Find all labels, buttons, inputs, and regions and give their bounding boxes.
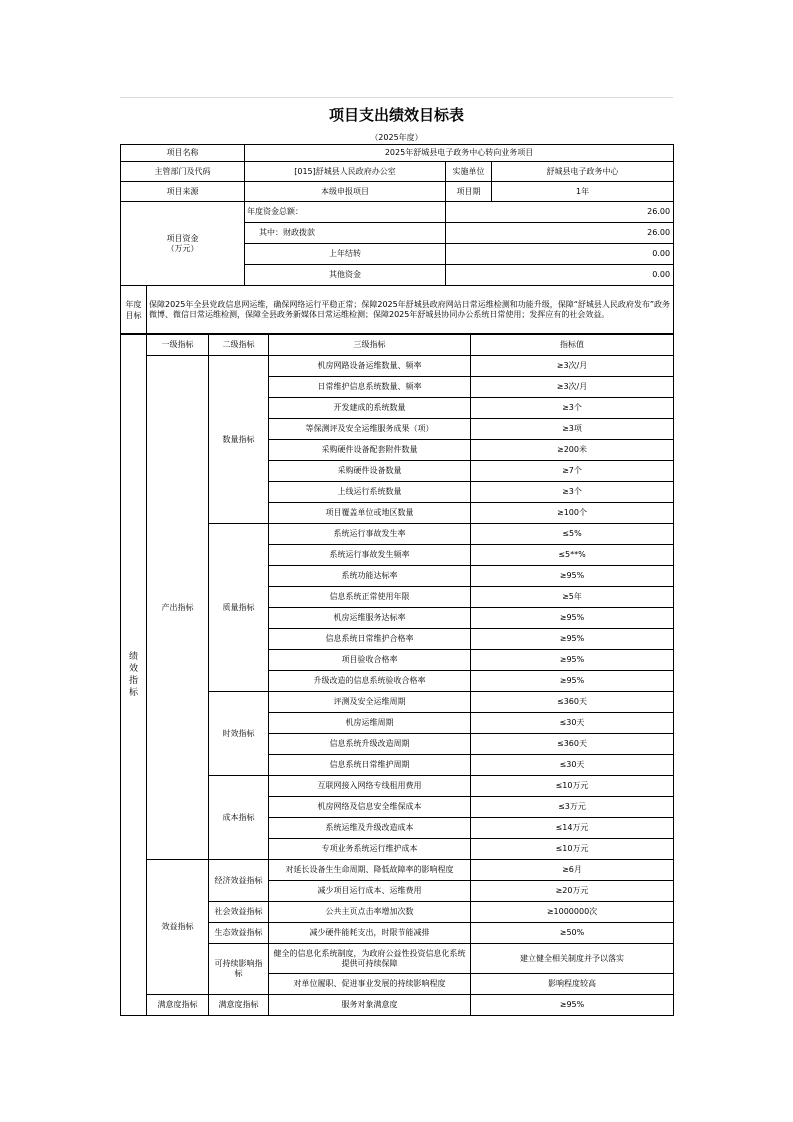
funds-total-label: 年度资金总额： <box>245 202 446 223</box>
indicator-name: 评测及安全运维周期 <box>269 692 471 713</box>
indicator-name: 信息系统日常维护周期 <box>269 755 471 776</box>
indicator-value: ≥95% <box>471 995 674 1016</box>
indicator-value: ≤14万元 <box>471 818 674 839</box>
impl-label: 实施单位 <box>446 162 492 182</box>
header-value: 指标值 <box>471 335 674 356</box>
indicator-value: ≥95% <box>471 671 674 692</box>
level2-quantity-label: 数量指标 <box>209 356 269 524</box>
indicator-value: ≤10万元 <box>471 776 674 797</box>
level1-benefit-label: 效益指标 <box>147 860 209 995</box>
annual-goal-label: 年度 目标 <box>121 286 147 334</box>
source-label: 项目来源 <box>121 182 245 202</box>
indicator-value: ≤30天 <box>471 755 674 776</box>
performance-target-sheet <box>120 97 673 1016</box>
level2-time-label: 时效指标 <box>209 692 269 776</box>
level2-economic-label: 经济效益指标 <box>209 860 269 902</box>
indicator-value: ≤360天 <box>471 692 674 713</box>
funds-total-value: 26.00 <box>446 202 674 223</box>
indicator-name: 互联网接入网络专线租用费用 <box>269 776 471 797</box>
project-info-table <box>120 144 674 334</box>
indicator-name: 机房运维周期 <box>269 713 471 734</box>
indicator-value: ≥95% <box>471 566 674 587</box>
project-name-value: 2025年舒城县电子政务中心转向业务项目 <box>245 145 674 162</box>
indicator-value: ≥1000000次 <box>471 902 674 923</box>
indicator-name: 升级改造的信息系统验收合格率 <box>269 671 471 692</box>
indicator-value: ≥20万元 <box>471 881 674 902</box>
indicator-row <box>121 995 674 1016</box>
indicator-value: ≥7个 <box>471 461 674 482</box>
indicator-name: 机房运维服务达标率 <box>269 608 471 629</box>
impl-value: 舒城县电子政务中心 <box>492 162 674 182</box>
period-value: 1年 <box>492 182 674 202</box>
indicator-name: 系统运维及升级改造成本 <box>269 818 471 839</box>
indicator-value: ≥3次/月 <box>471 377 674 398</box>
indicator-name: 健全的信息化系统制度，为政府公益性投资信息化系统提供可持续保障 <box>269 944 471 974</box>
indicator-name: 对延长设备生生命周期、降低故障率的影响程度 <box>269 860 471 881</box>
indicator-value: ≤5**% <box>471 545 674 566</box>
level1-output-label: 产出指标 <box>147 356 209 860</box>
indicator-value: ≥3项 <box>471 419 674 440</box>
level2-eco-label: 生态效益指标 <box>209 923 269 944</box>
year-label: （2025年度） <box>370 133 423 142</box>
indicator-value: ≤10万元 <box>471 839 674 860</box>
header-level3: 三级指标 <box>269 335 471 356</box>
funds-carryover-label: 上年结转 <box>245 244 446 265</box>
indicator-section-label: 绩 效 指 标 <box>121 335 147 1016</box>
indicator-name: 系统运行事故发生频率 <box>269 545 471 566</box>
indicator-value: ≥100个 <box>471 503 674 524</box>
indicator-row <box>121 860 674 881</box>
source-value: 本级申报项目 <box>245 182 446 202</box>
level2-social-label: 社会效益指标 <box>209 902 269 923</box>
indicator-value: ≥3个 <box>471 398 674 419</box>
indicator-value: ≥95% <box>471 650 674 671</box>
indicator-name: 机房网路设备运维数量、频率 <box>269 356 471 377</box>
indicator-name: 专项业务系统运行维护成本 <box>269 839 471 860</box>
indicator-value: ≥3个 <box>471 482 674 503</box>
indicator-name: 信息系统升级改造周期 <box>269 734 471 755</box>
level2-cost-label: 成本指标 <box>209 776 269 860</box>
page-title: 项目支出绩效目标表 <box>120 97 673 132</box>
indicator-value: ≥50% <box>471 923 674 944</box>
indicator-value: ≥95% <box>471 608 674 629</box>
indicator-name: 信息系统日常维护合格率 <box>269 629 471 650</box>
indicator-name: 上线运行系统数量 <box>269 482 471 503</box>
indicator-name: 采购硬件设备数量 <box>269 461 471 482</box>
funds-fiscal-value: 26.00 <box>446 223 674 244</box>
indicator-name: 减少硬件能耗支出，时限节能减排 <box>269 923 471 944</box>
indicator-value: ≤3万元 <box>471 797 674 818</box>
indicator-value: ≤5% <box>471 524 674 545</box>
indicator-name: 项目验收合格率 <box>269 650 471 671</box>
indicator-name: 信息系统正常使用年限 <box>269 587 471 608</box>
dept-value: [015]舒城县人民政府办公室 <box>245 162 446 182</box>
indicator-value: ≥95% <box>471 629 674 650</box>
indicator-table <box>120 334 674 1016</box>
indicator-name: 项目覆盖单位或地区数量 <box>269 503 471 524</box>
indicator-value: 建立健全相关制度并予以落实 <box>471 944 674 974</box>
funds-fiscal-label: 其中：财政拨款 <box>245 223 446 244</box>
funds-other-label: 其他资金 <box>245 265 446 286</box>
indicator-value: ≥3次/月 <box>471 356 674 377</box>
level2-quality-label: 质量指标 <box>209 524 269 692</box>
indicator-name: 系统运行事故发生率 <box>269 524 471 545</box>
indicator-name: 系统功能达标率 <box>269 566 471 587</box>
indicator-row <box>121 356 674 377</box>
header-level2: 二级指标 <box>209 335 269 356</box>
indicator-value: ≤30天 <box>471 713 674 734</box>
indicator-value: ≤360天 <box>471 734 674 755</box>
indicator-value: ≥6月 <box>471 860 674 881</box>
funds-label: 项目资金 （万元） <box>121 202 245 286</box>
annual-goal-text: 保障2025年全县党政信息网运维，确保网络运行平稳正常；保障2025年舒城县政府网站日常运维检测和功能升级，保障“舒城县人民政府发布”政务微博、微信日常运维检测，保障全县政务新媒体日常运维检测；保障2025年舒城县协同办公系统日常使用；发挥应有的社会效益。 <box>147 286 674 334</box>
header-level1: 一级指标 <box>147 335 209 356</box>
level2-satisfaction-label: 满意度指标 <box>209 995 269 1016</box>
indicator-value: 影响程度较高 <box>471 974 674 995</box>
funds-carryover-value: 0.00 <box>446 244 674 265</box>
dept-label: 主管部门及代码 <box>121 162 245 182</box>
indicator-name: 对单位履职、促进事业发展的持续影响程度 <box>269 974 471 995</box>
indicator-name: 日常维护信息系统数量、频率 <box>269 377 471 398</box>
indicator-name: 等保测评及安全运维服务成果（项） <box>269 419 471 440</box>
indicator-name: 机房网络及信息安全维保成本 <box>269 797 471 818</box>
indicator-name: 减少项目运行成本、运维费用 <box>269 881 471 902</box>
level2-sustain-label: 可持续影响指标 <box>209 944 269 995</box>
project-name-label: 项目名称 <box>121 145 245 162</box>
indicator-name: 服务对象满意度 <box>269 995 471 1016</box>
period-label: 项目期 <box>446 182 492 202</box>
indicator-value: ≥200米 <box>471 440 674 461</box>
indicator-name: 采购硬件设备配套附件数量 <box>269 440 471 461</box>
indicator-name: 公共主页点击率增加次数 <box>269 902 471 923</box>
indicator-name: 开发建成的系统数量 <box>269 398 471 419</box>
funds-other-value: 0.00 <box>446 265 674 286</box>
level1-satisfaction-label: 满意度指标 <box>147 995 209 1016</box>
indicator-value: ≥5年 <box>471 587 674 608</box>
